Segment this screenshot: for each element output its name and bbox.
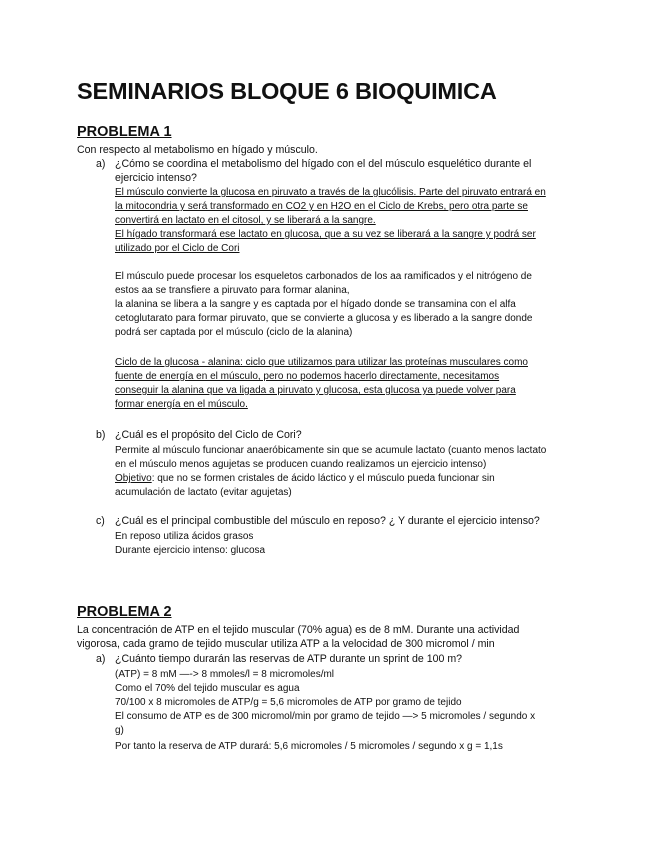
answer-a-alanine-line: estos aa se transfiere a piruvato para formar alanina,: [115, 285, 350, 296]
answer-a-line: utilizado por el Ciclo de Cori: [115, 243, 240, 254]
problem-2-heading: PROBLEMA 2: [77, 604, 172, 620]
question-2a: ¿Cuánto tiempo durarán las reservas de ATP durante un sprint de 100 m?: [115, 653, 463, 665]
answer-a-line: El hígado transformará ese lactato en glucosa, que a su vez se liberará a la sangre y podrá ser: [115, 229, 536, 240]
answer-a-alanine-line: cetoglutarato para formar piruvato, que se convierte a glucosa y es liberado a la sangre donde: [115, 313, 533, 324]
question-a-line-2: ejercicio intenso?: [115, 172, 197, 184]
answer-c-line: En reposo utiliza ácidos grasos: [115, 531, 254, 542]
question-b: ¿Cuál es el propósito del Ciclo de Cori?: [115, 429, 302, 441]
answer-a-cycle-line: fuente de energía en el músculo, pero no podemos hacerlo directamente, necesitamos: [115, 371, 500, 382]
problem-1-intro: Con respecto al metabolismo en hígado y músculo.: [77, 144, 318, 156]
item-marker-c: c): [96, 515, 105, 527]
item-marker-b: b): [96, 429, 106, 441]
answer-b-line: en el músculo menos agujetas se producen cuando realizamos un ejercicio intenso): [115, 459, 487, 470]
objective-text: : que no se formen cristales de ácido láctico y el músculo pueda funcionar sin: [151, 473, 495, 484]
question-c: ¿Cuál es el principal combustible del músculo en reposo? ¿ Y durante el ejercicio intenso?: [115, 515, 540, 527]
item-marker-2a: a): [96, 653, 106, 665]
document-title: SEMINARIOS BLOQUE 6 BIOQUIMICA: [77, 78, 497, 104]
problem-1-heading: PROBLEMA 1: [77, 124, 172, 140]
answer-2a-line: Por tanto la reserva de ATP durará: 5,6 micromoles / 5 micromoles / segundo x g = 1,1s: [115, 741, 503, 752]
answer-b-objective-cont: acumulación de lactato (evitar agujetas): [115, 487, 292, 498]
answer-a-cycle-line: formar energía en el músculo.: [115, 399, 248, 410]
answer-2a-line: (ATP) = 8 mM —-> 8 mmoles/l = 8 micromoles/ml: [115, 669, 335, 680]
answer-a-alanine-line: El músculo puede procesar los esqueletos carbonados de los aa ramificados y el nitrógeno de: [115, 271, 532, 282]
answer-2a-line: 70/100 x 8 micromoles de ATP/g = 5,6 micromoles de ATP por gramo de tejido: [115, 697, 462, 708]
item-marker-a: a): [96, 158, 106, 170]
answer-2a-line: El consumo de ATP es de 300 micromol/min por gramo de tejido —> 5 micromoles / segundo x: [115, 711, 536, 722]
objective-label: Objetivo: [115, 473, 152, 484]
answer-2a-line: Como el 70% del tejido muscular es agua: [115, 683, 300, 694]
answer-a-line: convertirá en lactato en el citosol, y se liberará a la sangre.: [115, 215, 376, 226]
answer-b-line: Permite al músculo funcionar anaeróbicamente sin que se acumule lactato (cuanto menos lactato: [115, 445, 547, 456]
question-a-line-1: ¿Cómo se coordina el metabolismo del hígado con el del músculo esquelético durante el: [115, 158, 532, 170]
answer-a-alanine-line: podrá ser captada por el músculo (ciclo de la alanina): [115, 327, 353, 338]
answer-b-objective: [115, 472, 495, 485]
answer-2a-line: g): [115, 725, 124, 736]
answer-c-line: Durante ejercicio intenso: glucosa: [115, 545, 266, 556]
answer-a-line: El músculo convierte la glucosa en piruvato a través de la glucólisis. Parte del piruvato entrará en: [115, 187, 546, 198]
problem-2-intro-line: vigorosa, cada gramo de tejido muscular utiliza ATP a la velocidad de 300 micromol / min: [77, 638, 495, 650]
answer-a-line: la mitocondria y será transformado en CO2 y en H2O en el Ciclo de Krebs, pero otra parte se: [115, 201, 528, 212]
answer-a-cycle-line: conseguir la alanina que va ligada a piruvato y glucosa, esta glucosa ya puede volver para: [115, 385, 516, 396]
answer-a-cycle-line: Ciclo de la glucosa - alanina: ciclo que utilizamos para utilizar las proteínas musculares como: [115, 357, 528, 368]
answer-a-alanine-line: la alanina se libera a la sangre y es captada por el hígado donde se transamina con el alfa: [115, 299, 516, 310]
problem-2-intro-line: La concentración de ATP en el tejido muscular (70% agua) es de 8 mM. Durante una actividad: [77, 624, 520, 636]
